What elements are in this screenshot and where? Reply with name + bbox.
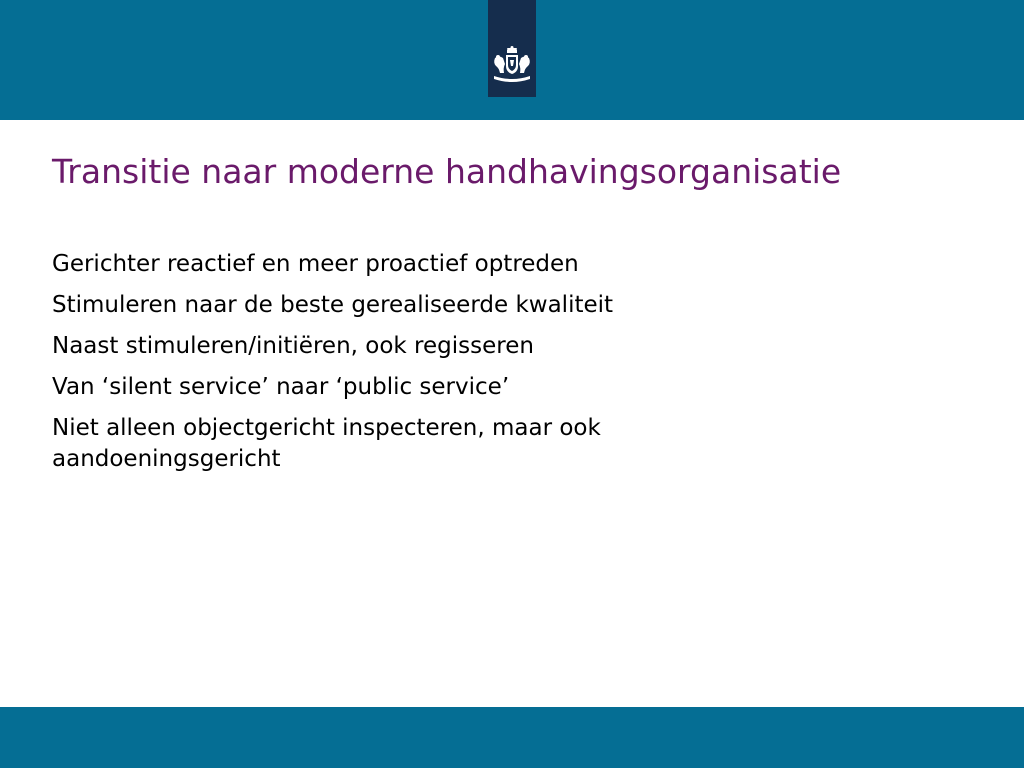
logo-block xyxy=(488,0,536,97)
bullet-list xyxy=(52,249,952,485)
royal-coat-of-arms-icon xyxy=(491,46,533,86)
list-item: Naast stimuleren/initiëren, ook regisseren xyxy=(52,333,534,359)
slide-title: Transitie naar moderne handhavingsorganisatie xyxy=(52,152,842,191)
list-item: Van ‘silent service’ naar ‘public service’ xyxy=(52,374,510,400)
list-item: Stimuleren naar de beste gerealiseerde kwaliteit xyxy=(52,292,614,318)
list-item: Gerichter reactief en meer proactief optreden xyxy=(52,251,579,277)
list-item: Niet alleen objectgericht inspecteren, maar ook aandoeningsgericht xyxy=(52,415,601,472)
footer-band xyxy=(0,707,1024,768)
header-band xyxy=(0,0,1024,120)
